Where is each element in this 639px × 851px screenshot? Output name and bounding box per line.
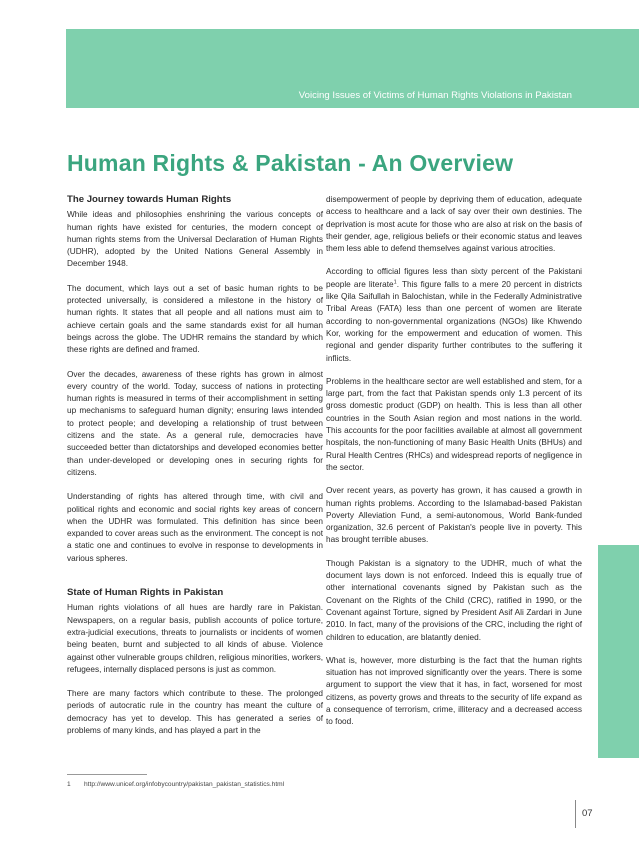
text-span: . This figure falls to a mere 20 percent in districts like Qila Saifullah in Balochistan, while in the Federally Administrative Tribal Areas (FATA) less than one percent of women are literate according to non-governmental organizations (NGOs) like Khwendo Kor, working for the empowerment and education of women. This regional and gender disparity further contributes to the suffering it inflicts. (326, 279, 582, 363)
paragraph: Over recent years, as poverty has grown, it has caused a growth in human rights problems. According to the Islamabad-based Pakistan Poverty Alleviation Fund, a semi-autonomous, World Bank-funded organization, 32.6 percent of Pakistan's people live in poverty. This has brought terrible abuses. (326, 486, 582, 545)
page-number-divider (575, 800, 576, 828)
footnote-number: 1 (67, 781, 71, 788)
section-heading-journey: The Journey towards Human Rights (67, 194, 232, 205)
footnote (67, 781, 284, 788)
paragraph: While ideas and philosophies enshrining the various concepts of human rights have existed for centuries, the modern concept of human rights stems from the Universal Declaration of Human Rights (UDHR), adopted by the United Nations General Assembly in December 1948. (67, 210, 323, 269)
paragraph: The document, which lays out a set of basic human rights to be protected universally, is considered a milestone in the history of human rights. It states that all people and all nations must aim to achieve certain goals and the same standards exist for all human beings across the globe. The UDHR remains the standard by which these rights are defined and framed. (67, 283, 323, 355)
footnote-divider (67, 774, 147, 775)
header-banner (66, 29, 639, 108)
right-column (326, 194, 582, 740)
left-column (67, 194, 323, 749)
paragraph: There are many factors which contribute to these. The prolonged periods of autocratic rule in the country has meant the culture of democracy has yet to develop. This has generated a series of problems of many kinds, and has played a part in the (67, 689, 323, 735)
paragraph: Though Pakistan is a signatory to the UDHR, much of what the document lays down is not enforced. Indeed this is equally true of other international covenants signed by Pakistan such as the Covenant on the Rights of the Child (CRC), ratified in 1990, or the Covenant against Torture, signed by President Asif Ali Zardari in June 2010. In fact, many of the provisions of the CRC, including the right of children to education, are blatantly denied. (326, 558, 582, 642)
paragraph: Over the decades, awareness of these rights has grown in almost every country of the world. Today, success of nations in protecting human rights is measured in terms of their accomplishment in setting up mechanisms to safeguard human dignity; ensuring laws intended to protect people; and developing a relationship of trust between citizens and the state. As a general rule, democracies have succeeded better than dictatorships and developed economies better than under-developed or developing ones in securing rights for citizens. (67, 369, 323, 477)
footnote-ref: 1 (393, 279, 397, 286)
paragraph: Problems in the healthcare sector are well established and stem, for a large part, from the fact that Pakistan spends only 1.3 percent of its gross domestic product (GDP) on health. This is less than all other countries in the South Asian region and most nations in the world. This accounts for the poor facilities available at almost all government hospitals, the non-functioning of many Basic Health Units (BHUs) and Rural Health Centres (RHCs) and widespread reports of negligence in the sector. (326, 376, 582, 472)
page-number: 07 (582, 808, 593, 819)
paragraph: disempowerment of people by depriving them of education, adequate access to healthcare and a lack of say over their own destinies. The deprivation is most acute for those who are also at risk on the basis of their gender, age, religious beliefs or their economic status and leaves them less able to defend themselves against various atrocities. (326, 195, 582, 254)
paragraph: Human rights violations of all hues are hardly rare in Pakistan. Newspapers, on a regular basis, publish accounts of police torture, extra-judicial executions, threats to journalists or incidents of women being beaten, burnt and subjected to all kinds of abuse. Violence against other vulnerable groups children, religious minorities, workers, refugees, internally displaced persons is just as common. (67, 603, 323, 674)
paragraph: Understanding of rights has altered through time, with civil and political rights and economic and social rights key areas of concern when the UDHR was formulated. This definition has since been expanded to cover areas such as the environment. The concept is not a static one and continues to evolve in response to developments in various spheres. (67, 492, 323, 563)
running-title: Voicing Issues of Victims of Human Rights Violations in Pakistan (298, 90, 572, 101)
section-heading-state: State of Human Rights in Pakistan (67, 587, 224, 599)
text-span: According to official figures less than sixty percent of the Pakistani people are literate (326, 267, 582, 289)
page-title: Human Rights & Pakistan - An Overview (67, 150, 514, 176)
paragraph: What is, however, more disturbing is the fact that the human rights situation has not improved significantly over the years. There is some argument to support the view that it has, in fact, worsened for most citizens, as poverty grows and threats to the security of life expand as a consequence of terrorism, crime, illiteracy and a decreased access to food. (326, 655, 582, 727)
footnote-link[interactable]: http://www.unicef.org/infobycountry/pakistan_pakistan_statistics.html (84, 781, 285, 788)
side-accent-bar (598, 545, 639, 758)
paragraph-literacy (326, 266, 582, 364)
